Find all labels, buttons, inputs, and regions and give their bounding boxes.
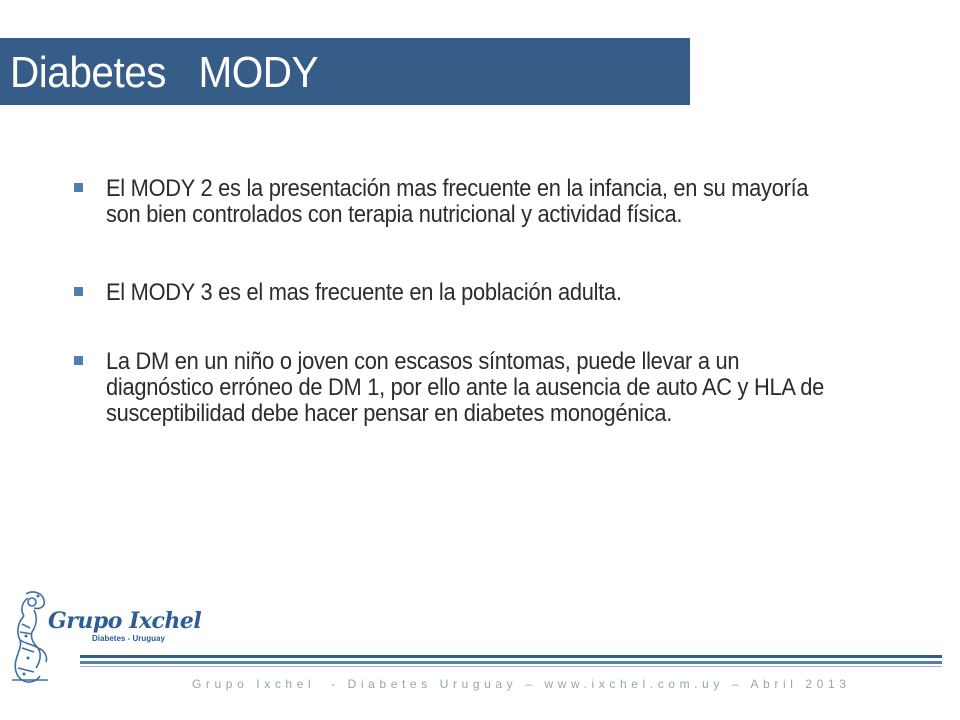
bullet-text: El MODY 2 es la presentación mas frecuente en la infancia, en su mayoría son bien controlados con terapia nutricional y actividad física. — [106, 175, 809, 228]
footer-rule — [80, 655, 942, 658]
title-bar — [0, 38, 690, 105]
slide-title: Diabetes MODY — [10, 48, 319, 97]
footer-text: Grupo Ixchel - Diabetes Uruguay – www.ixchel.com.uy – Abril 2013 — [192, 677, 851, 691]
mayan-figure-icon — [8, 588, 52, 688]
square-bullet-icon — [74, 287, 83, 296]
logo-name: Grupo Ixchel — [48, 608, 202, 634]
logo-subtitle: Diabetes - Uruguay — [92, 634, 165, 643]
bullet-text: La DM en un niño o joven con escasos síntomas, puede llevar a un diagnóstico erróneo de DM 1, por ello ante la ausencia de auto AC y HLA de susceptibilidad debe hacer pensar en diabetes monogénica. — [106, 348, 824, 427]
square-bullet-icon — [74, 183, 83, 192]
bullet-text: El MODY 3 es el mas frecuente en la población adulta. — [106, 279, 622, 306]
footer-rule — [80, 666, 942, 667]
footer-rule — [80, 661, 942, 664]
logo — [8, 588, 202, 688]
square-bullet-icon — [74, 356, 83, 365]
bullet-list — [72, 176, 862, 427]
bullet-item — [72, 280, 862, 306]
bullet-item — [72, 176, 862, 228]
footer-divider — [80, 655, 942, 669]
bullet-item — [72, 349, 862, 427]
